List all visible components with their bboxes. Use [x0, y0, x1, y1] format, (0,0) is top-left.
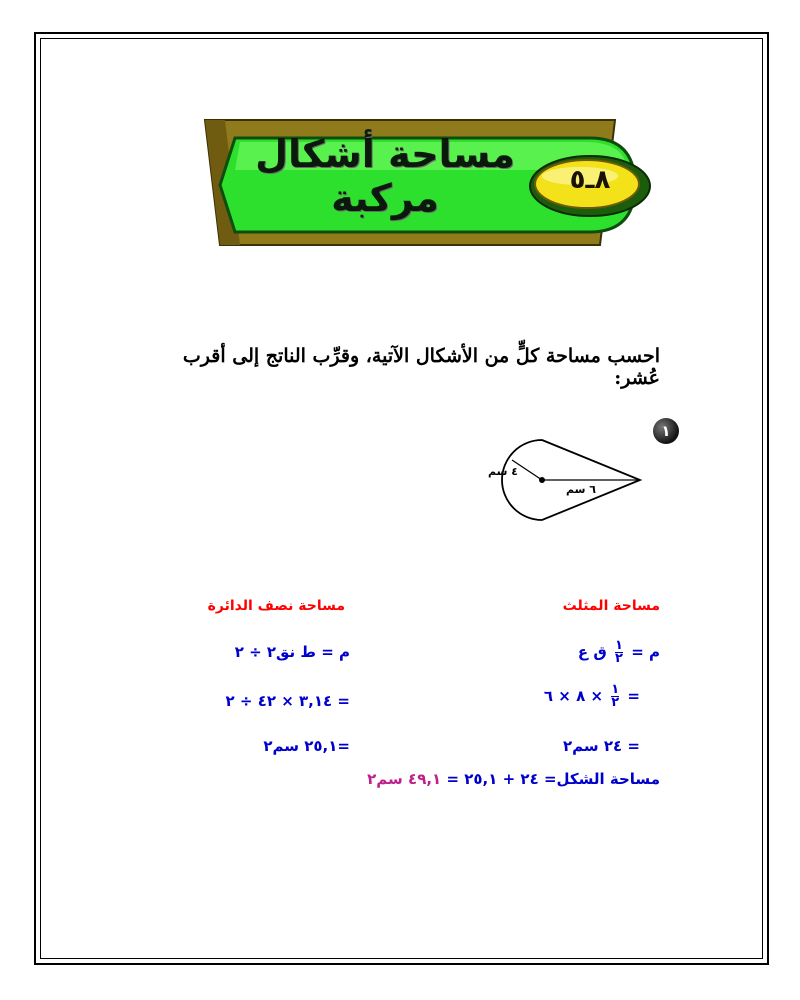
- triangle-formula-left: م =: [631, 643, 660, 661]
- problem-number-badge: ١: [653, 418, 679, 444]
- lesson-number: ٨ـ٥: [569, 165, 611, 195]
- semicircle-heading: مساحة نصف الدائرة: [207, 598, 345, 614]
- lesson-title-line2: مركبة: [331, 176, 439, 220]
- lesson-title: [235, 132, 535, 220]
- instruction-text: احسب مساحة كلٍّ من الأشكال الآتية، وقرِّب الناتج إلى أقرب عُشر:: [182, 345, 660, 389]
- total-area: [367, 770, 660, 788]
- semicircle-step2: = ٣,١٤ × ٤٢ ÷ ٢: [225, 692, 350, 710]
- one-half-fraction: $\frac{١}{٢}$: [615, 638, 623, 666]
- triangle-heading: مساحة المثلث: [562, 598, 660, 614]
- triangle-result: = ٢٤ سم٢: [562, 737, 640, 755]
- total-area-value: ٤٩,١ سم٢: [367, 770, 442, 788]
- lesson-title-line1: مساحة أشكال: [255, 132, 515, 176]
- total-area-label: مساحة الشكل= ٢٤ + ٢٥,١ =: [441, 770, 660, 788]
- one-half-fraction-2: $\frac{١}{٢}$: [611, 682, 620, 710]
- triangle-step2: = $\frac{١}{٢}$ × ٨ × ٦: [543, 682, 640, 710]
- triangle-formula-right: ق ع: [577, 643, 607, 661]
- triangle-formula: [578, 640, 660, 665]
- semicircle-formula: م = ط نق٢ ÷ ٢: [234, 643, 350, 661]
- height-label: ٦ سم: [566, 483, 596, 496]
- semicircle-result: =٢٥,١ سم٢: [263, 737, 350, 755]
- radius-label: ٤ سم: [488, 465, 518, 478]
- composite-shape-figure: [470, 425, 670, 540]
